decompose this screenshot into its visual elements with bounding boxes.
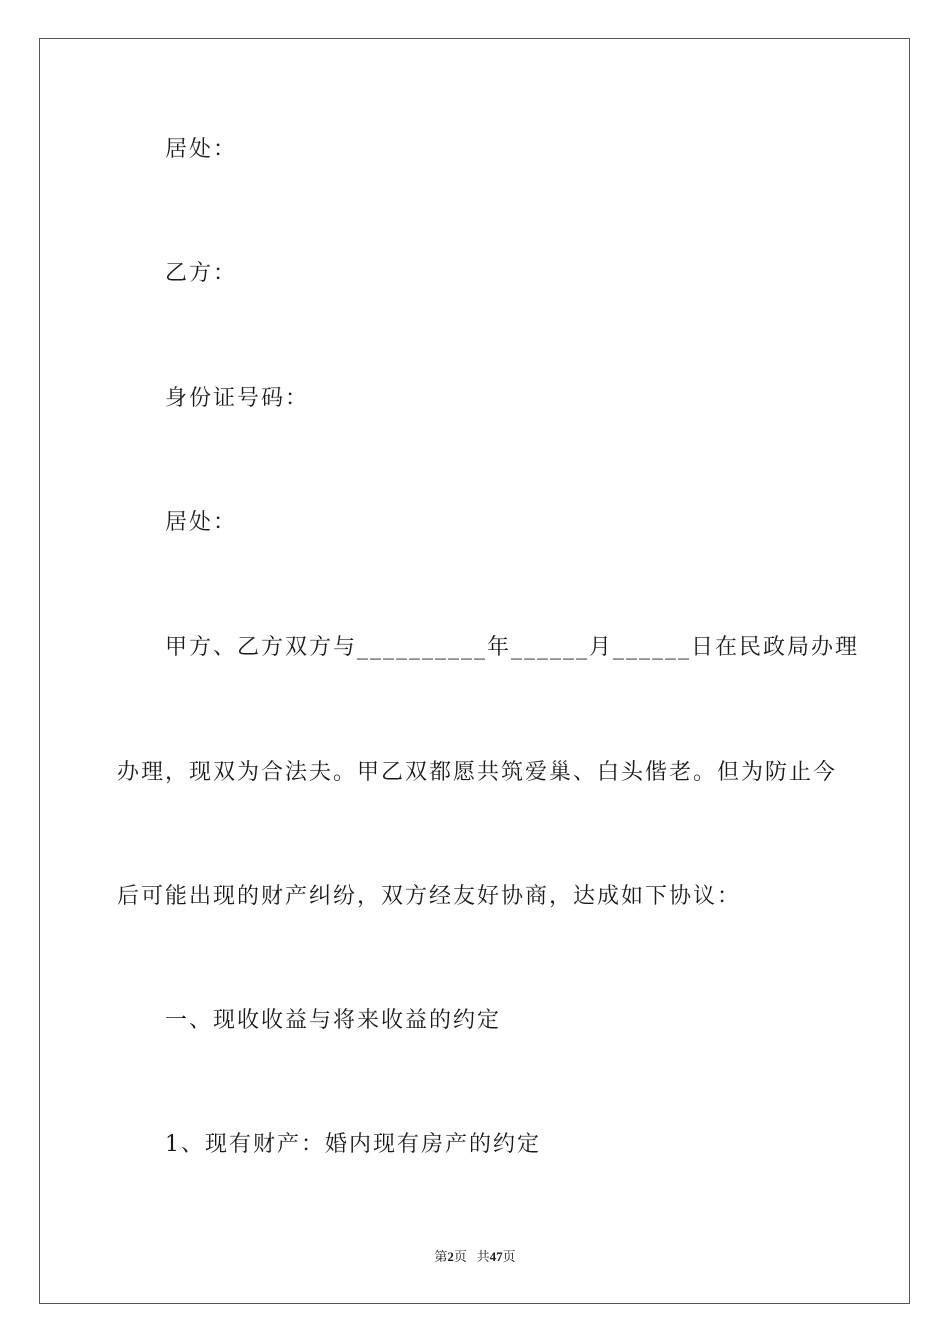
residence-label-b: 居处：: [165, 510, 238, 535]
paragraph-line-2: 办理，现双为合法夫。甲乙双都愿共筑爱巢、白头偕老。但为防止今: [117, 760, 838, 785]
section-heading-1: 一、现收收益与将来收益的约定: [165, 1008, 502, 1033]
page-prefix: 第: [434, 1249, 448, 1264]
paragraph-line-3: 后可能出现的财产纠纷，双方经友好协商，达成如下协议：: [117, 884, 742, 909]
residence-label-a: 居处：: [165, 137, 238, 162]
subsection-heading-1: 1、现有财产：婚内现有房产的约定: [165, 1132, 541, 1157]
page-number: 2: [447, 1249, 454, 1264]
page-footer: [0, 1248, 950, 1266]
total-pages: 47: [489, 1249, 503, 1264]
total-prefix: 共: [476, 1249, 490, 1264]
total-suffix: 页: [502, 1249, 516, 1264]
id-number-label: 身份证号码：: [165, 386, 310, 411]
paragraph-line-1: 甲方、乙方双方与__________年______月______日在民政局办理: [165, 635, 860, 660]
page-frame: [39, 38, 910, 1304]
party-b-label: 乙方：: [165, 261, 238, 286]
page-suffix: 页: [453, 1249, 467, 1264]
